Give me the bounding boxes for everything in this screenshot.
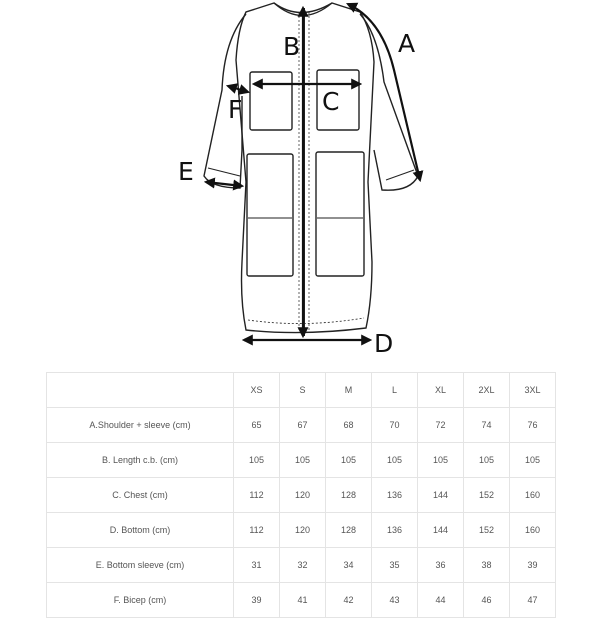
- value-cell: 46: [464, 583, 510, 618]
- size-header-cell: XL: [418, 373, 464, 408]
- row-label: B. Length c.b. (cm): [47, 443, 234, 478]
- table-row: [47, 583, 556, 618]
- size-chart-table: [46, 372, 556, 618]
- size-header-cell: L: [372, 373, 418, 408]
- label-a: A: [398, 29, 416, 58]
- value-cell: 105: [464, 443, 510, 478]
- arrow-e: [206, 182, 242, 186]
- value-cell: 128: [326, 478, 372, 513]
- value-cell: 76: [510, 408, 556, 443]
- value-cell: 120: [280, 478, 326, 513]
- label-b: B: [283, 32, 301, 61]
- value-cell: 34: [326, 548, 372, 583]
- row-label: C. Chest (cm): [47, 478, 234, 513]
- value-cell: 144: [418, 513, 464, 548]
- coat-drawing: [204, 3, 418, 336]
- size-header-cell: XS: [234, 373, 280, 408]
- value-cell: 105: [372, 443, 418, 478]
- value-cell: 41: [280, 583, 326, 618]
- value-cell: 39: [510, 548, 556, 583]
- value-cell: 105: [280, 443, 326, 478]
- value-cell: 144: [418, 478, 464, 513]
- value-cell: 112: [234, 513, 280, 548]
- value-cell: 65: [234, 408, 280, 443]
- value-cell: 105: [326, 443, 372, 478]
- label-d: D: [374, 329, 394, 358]
- row-label: D. Bottom (cm): [47, 513, 234, 548]
- size-header-cell: S: [280, 373, 326, 408]
- value-cell: 36: [418, 548, 464, 583]
- table-row: [47, 408, 556, 443]
- value-cell: 39: [234, 583, 280, 618]
- label-e: E: [178, 157, 194, 186]
- value-cell: 105: [418, 443, 464, 478]
- table-row: [47, 478, 556, 513]
- value-cell: 152: [464, 478, 510, 513]
- size-header-row: [47, 373, 556, 408]
- value-cell: 136: [372, 513, 418, 548]
- row-label: E. Bottom sleeve (cm): [47, 548, 234, 583]
- row-label: F. Bicep (cm): [47, 583, 234, 618]
- header-corner-cell: [47, 373, 234, 408]
- value-cell: 105: [510, 443, 556, 478]
- table-row: [47, 443, 556, 478]
- value-cell: 42: [326, 583, 372, 618]
- size-header-cell: 3XL: [510, 373, 556, 408]
- measurement-arrows: [206, 4, 420, 340]
- value-cell: 112: [234, 478, 280, 513]
- value-cell: 47: [510, 583, 556, 618]
- row-label: A.Shoulder + sleeve (cm): [47, 408, 234, 443]
- value-cell: 152: [464, 513, 510, 548]
- value-cell: 120: [280, 513, 326, 548]
- value-cell: 31: [234, 548, 280, 583]
- size-header-cell: 2XL: [464, 373, 510, 408]
- value-cell: 35: [372, 548, 418, 583]
- value-cell: 72: [418, 408, 464, 443]
- measurement-labels: [178, 29, 415, 358]
- size-header-cell: M: [326, 373, 372, 408]
- value-cell: 44: [418, 583, 464, 618]
- value-cell: 38: [464, 548, 510, 583]
- value-cell: 70: [372, 408, 418, 443]
- value-cell: 105: [234, 443, 280, 478]
- label-c: C: [322, 87, 340, 116]
- value-cell: 68: [326, 408, 372, 443]
- label-f: F: [228, 95, 243, 124]
- value-cell: 128: [326, 513, 372, 548]
- table-row: [47, 513, 556, 548]
- value-cell: 32: [280, 548, 326, 583]
- value-cell: 67: [280, 408, 326, 443]
- value-cell: 136: [372, 478, 418, 513]
- value-cell: 43: [372, 583, 418, 618]
- value-cell: 160: [510, 513, 556, 548]
- value-cell: 74: [464, 408, 510, 443]
- table-row: [47, 548, 556, 583]
- value-cell: 160: [510, 478, 556, 513]
